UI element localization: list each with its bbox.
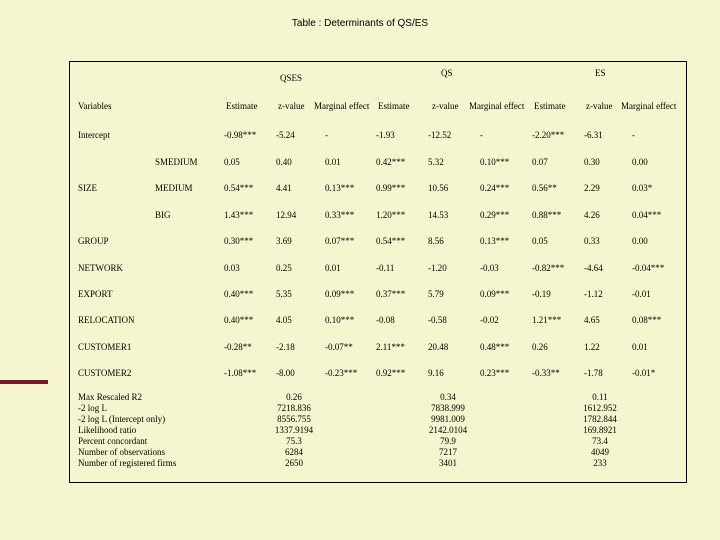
column-header: Marginal effect — [621, 101, 677, 111]
table-cell: 0.13*** — [480, 236, 510, 246]
table-cell: 0.10*** — [480, 157, 510, 167]
table-cell: 0.92*** — [376, 368, 406, 378]
table-cell: 0.24*** — [480, 183, 510, 193]
table-cell: 9.16 — [428, 368, 444, 378]
stat-value: 0.26 — [286, 392, 302, 402]
table-cell: 0.99*** — [376, 183, 406, 193]
table-cell: 14.53 — [428, 210, 449, 220]
table-cell: 0.40 — [276, 157, 292, 167]
table-cell: 0.00 — [632, 236, 648, 246]
stat-value: 1612.952 — [583, 403, 617, 413]
table-cell: 1.22 — [584, 342, 600, 352]
column-header: Marginal effect — [314, 101, 370, 111]
table-cell: 0.05 — [532, 236, 548, 246]
table-cell: 0.01 — [325, 157, 341, 167]
table-cell: 0.25 — [276, 263, 292, 273]
column-header: z-value — [278, 101, 305, 111]
table-cell: 1.43*** — [224, 210, 254, 220]
table-cell: -5.24 — [276, 130, 295, 140]
column-header: Estimate — [378, 101, 410, 111]
table-cell: 0.37*** — [376, 289, 406, 299]
table-cell: 0.08*** — [632, 315, 662, 325]
row-label: EXPORT — [78, 289, 113, 299]
group-label: SIZE — [78, 183, 97, 193]
table-cell: 1.20*** — [376, 210, 406, 220]
stat-value: 75.3 — [286, 436, 302, 446]
table-cell: 20.48 — [428, 342, 449, 352]
stat-label: Likelihood ratio — [78, 425, 137, 435]
table-cell: 0.40*** — [224, 289, 254, 299]
table-cell: -1.78 — [584, 368, 603, 378]
table-cell: 0.29*** — [480, 210, 510, 220]
table-cell: 1.21*** — [532, 315, 562, 325]
stat-value: 1782.844 — [583, 414, 617, 424]
table-cell: 4.41 — [276, 183, 292, 193]
table-cell: 0.26 — [532, 342, 548, 352]
table-cell: -2.18 — [276, 342, 295, 352]
table-cell: 0.10*** — [325, 315, 355, 325]
table-cell: 0.48*** — [480, 342, 510, 352]
table-cell: -0.98*** — [224, 130, 257, 140]
table-cell: - — [480, 130, 483, 140]
group-header-es: ES — [595, 68, 606, 78]
stat-label: Number of registered firms — [78, 458, 177, 468]
table-cell: 0.88*** — [532, 210, 562, 220]
table-cell: 3.69 — [276, 236, 292, 246]
table-cell: 5.79 — [428, 289, 444, 299]
table-cell: 0.09*** — [325, 289, 355, 299]
stat-value: 2650 — [285, 458, 303, 468]
table-cell: -0.58 — [428, 315, 447, 325]
table-cell: -0.82*** — [532, 263, 565, 273]
stat-value: 7217 — [439, 447, 457, 457]
stat-label: Percent concordant — [78, 436, 148, 446]
row-label: CUSTOMER2 — [78, 368, 132, 378]
table-cell: 10.56 — [428, 183, 449, 193]
table-cell: -1.20 — [428, 263, 447, 273]
column-header: Estimate — [534, 101, 566, 111]
table-cell: 0.13*** — [325, 183, 355, 193]
row-label: MEDIUM — [155, 183, 193, 193]
column-header: z-value — [586, 101, 613, 111]
row-label: CUSTOMER1 — [78, 342, 132, 352]
table-cell: -0.02 — [480, 315, 499, 325]
table-cell: 0.30*** — [224, 236, 254, 246]
table-cell: 5.35 — [276, 289, 292, 299]
table-cell: 0.40*** — [224, 315, 254, 325]
table-cell: 12.94 — [276, 210, 297, 220]
table-cell: -0.01* — [632, 368, 656, 378]
stat-value: 4049 — [591, 447, 609, 457]
column-header: Marginal effect — [469, 101, 525, 111]
table-cell: 0.04*** — [632, 210, 662, 220]
table-cell: 2.11*** — [376, 342, 405, 352]
group-header-qses: QSES — [280, 73, 303, 83]
table-cell: 0.33 — [584, 236, 600, 246]
table-cell: 8.56 — [428, 236, 444, 246]
table-cell: 5.32 — [428, 157, 444, 167]
stat-value: 0.11 — [592, 392, 608, 402]
stat-value: 79.9 — [440, 436, 456, 446]
table-title: Table : Determinants of QS/ES — [291, 18, 429, 29]
table-cell: 4.05 — [276, 315, 292, 325]
stat-value: 0.34 — [440, 392, 456, 402]
stat-value: 2142.0104 — [428, 425, 468, 435]
table-cell: 2.29 — [584, 183, 600, 193]
column-header: Estimate — [226, 101, 258, 111]
table-cell: 4.26 — [584, 210, 600, 220]
table-cell: -4.64 — [584, 263, 603, 273]
stat-label: Max Rescaled R2 — [78, 392, 142, 402]
variables-header: Variables — [78, 101, 112, 111]
stat-label: -2 log L — [78, 403, 107, 413]
stat-value: 73.4 — [592, 436, 608, 446]
table-cell: 0.01 — [325, 263, 341, 273]
table-cell: 0.23*** — [480, 368, 510, 378]
table-cell: 0.42*** — [376, 157, 406, 167]
accent-bar — [0, 380, 48, 384]
table-cell: 0.07*** — [325, 236, 355, 246]
table-cell: -1.08*** — [224, 368, 257, 378]
table-cell: -0.23*** — [325, 368, 358, 378]
table-cell: 0.30 — [584, 157, 600, 167]
stat-value: 9981.009 — [431, 414, 465, 424]
table-cell: 0.03* — [632, 183, 653, 193]
row-label: Intercept — [78, 130, 110, 140]
table-cell: -0.04*** — [632, 263, 665, 273]
table-cell: 0.05 — [224, 157, 240, 167]
table-cell: - — [325, 130, 328, 140]
table-cell: -0.33** — [532, 368, 560, 378]
row-label: GROUP — [78, 236, 109, 246]
row-label: BIG — [155, 210, 171, 220]
table-cell: -8.00 — [276, 368, 295, 378]
stats-es — [564, 392, 636, 469]
table-cell: 0.54*** — [376, 236, 406, 246]
stat-value: 7218.836 — [277, 403, 311, 413]
table-cell: 0.07 — [532, 157, 548, 167]
stat-value: 6284 — [285, 447, 303, 457]
row-label: NETWORK — [78, 263, 123, 273]
stat-value: 3401 — [439, 458, 457, 468]
stats-qs — [412, 392, 484, 469]
table-cell: - — [632, 130, 635, 140]
table-cell: -1.93 — [376, 130, 395, 140]
table-cell: 0.01 — [632, 342, 648, 352]
stat-label: -2 log L (Intercept only) — [78, 414, 166, 424]
row-label: RELOCATION — [78, 315, 135, 325]
table-cell: -2.20*** — [532, 130, 565, 140]
table-cell: -0.19 — [532, 289, 551, 299]
table-cell: 0.54*** — [224, 183, 254, 193]
table-cell: 0.09*** — [480, 289, 510, 299]
row-label: SMEDIUM — [155, 157, 198, 167]
table-cell: -6.31 — [584, 130, 603, 140]
table-cell: -0.28** — [224, 342, 252, 352]
stats-qses — [258, 392, 330, 469]
table-cell: 4.65 — [584, 315, 600, 325]
column-header: z-value — [432, 101, 459, 111]
stat-value: 8556.755 — [277, 414, 311, 424]
stat-value: 233 — [593, 458, 607, 468]
table-cell: -0.08 — [376, 315, 395, 325]
table-cell: 0.33*** — [325, 210, 355, 220]
table-cell: 0.00 — [632, 157, 648, 167]
stat-value: 1337.9194 — [274, 425, 314, 435]
table-cell: -0.07** — [325, 342, 353, 352]
table-cell: -0.03 — [480, 263, 499, 273]
group-header-qs: QS — [441, 68, 453, 78]
table-cell: 0.56** — [532, 183, 557, 193]
table-cell: 0.03 — [224, 263, 240, 273]
stat-value: 169.8921 — [583, 425, 617, 435]
table-cell: -1.12 — [584, 289, 603, 299]
stat-value: 7838.999 — [431, 403, 465, 413]
table-cell: -12.52 — [428, 130, 452, 140]
table-cell: -0.01 — [632, 289, 651, 299]
table-cell: -0.11 — [376, 263, 395, 273]
stats-labels — [78, 392, 176, 469]
stat-label: Number of observations — [78, 447, 165, 457]
